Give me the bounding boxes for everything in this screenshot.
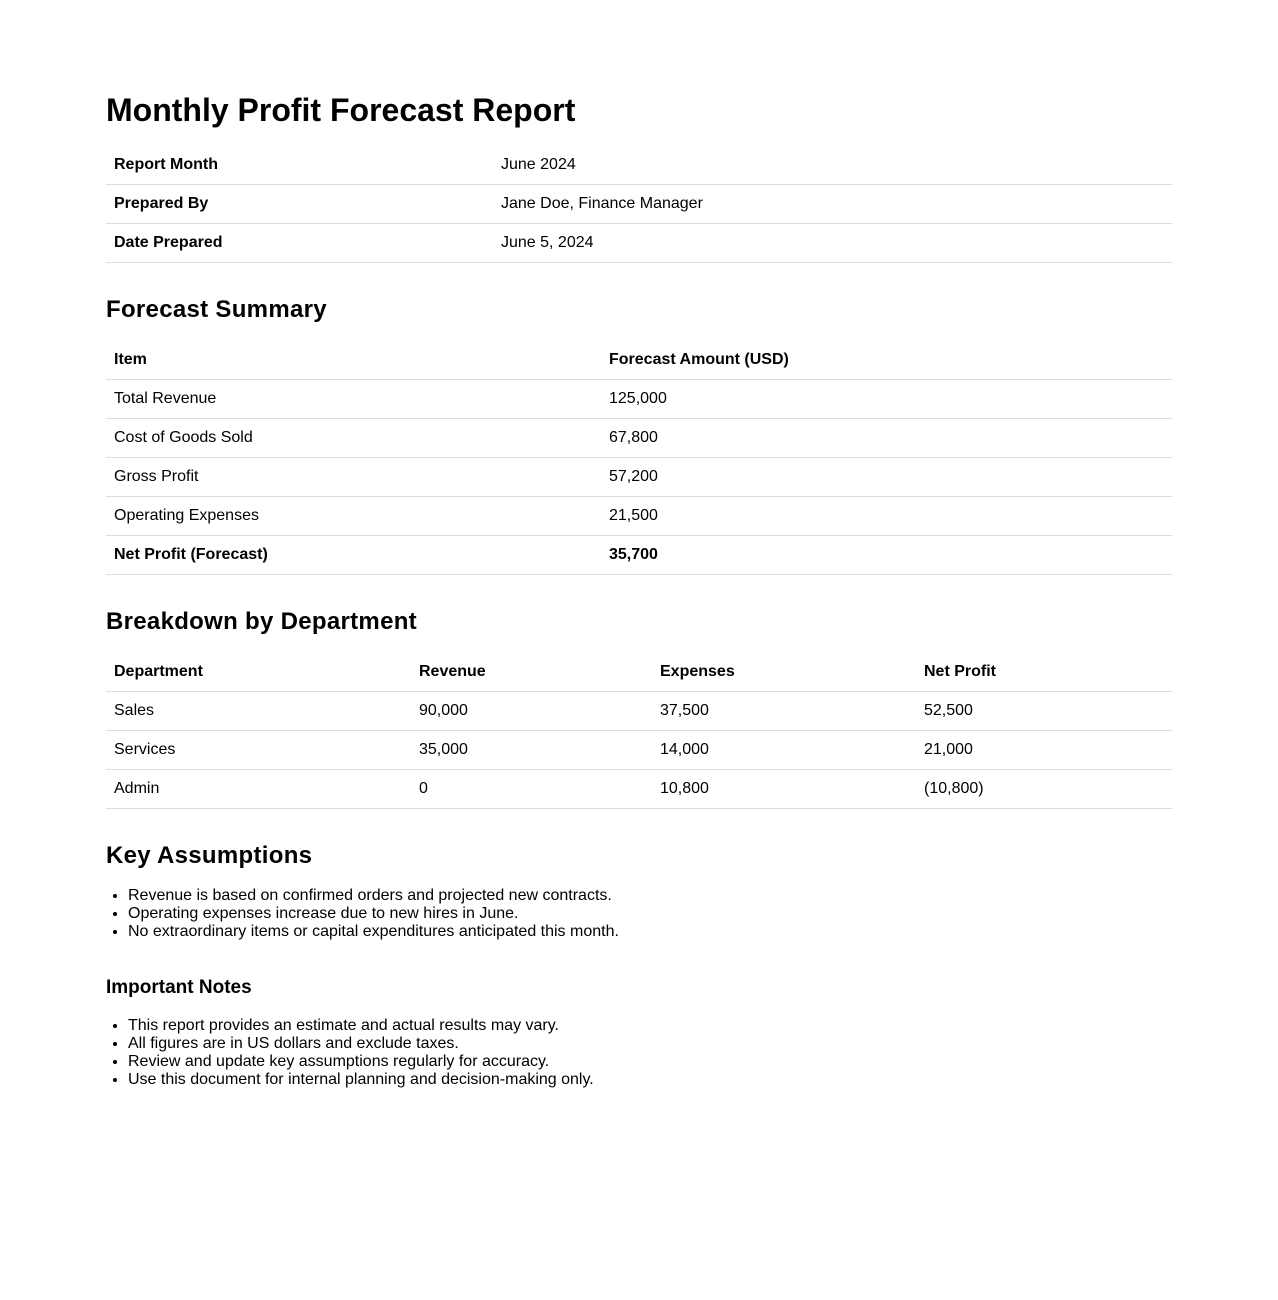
item-cell: Net Profit (Forecast) [106,536,601,575]
list-item: • All figures are in US dollars and exclude taxes. [128,1035,594,1053]
amount-cell: 21,500 [601,497,1172,536]
page-title: Monthly Profit Forecast Report [106,92,576,128]
meta-row-report-month [106,146,1172,185]
net-profit-cell: 52,500 [916,692,1172,731]
expenses-cell: 37,500 [652,692,916,731]
item-cell: Total Revenue [106,380,601,419]
meta-label: Prepared By [106,185,493,224]
meta-value: June 5, 2024 [493,224,1172,263]
forecast-summary-table [106,341,1172,575]
table-row [106,770,1172,809]
net-profit-cell: (10,800) [916,770,1172,809]
expenses-cell: 14,000 [652,731,916,770]
department-breakdown-heading: Breakdown by Department [106,608,417,635]
column-header-forecast-amount: Forecast Amount (USD) [601,341,1172,380]
important-notes-heading: Important Notes [106,977,252,998]
table-row [106,731,1172,770]
item-cell: Cost of Goods Sold [106,419,601,458]
list-item: • No extraordinary items or capital expenditures anticipated this month. [128,923,619,941]
column-header-department: Department [106,653,411,692]
meta-label: Report Month [106,146,493,185]
amount-cell: 35,700 [601,536,1172,575]
department-cell: Services [106,731,411,770]
list-item: • Operating expenses increase due to new hires in June. [128,905,619,923]
department-breakdown-table [106,653,1172,809]
key-assumptions-heading: Key Assumptions [106,842,313,869]
expenses-cell: 10,800 [652,770,916,809]
table-row [106,692,1172,731]
revenue-cell: 35,000 [411,731,652,770]
meta-value: June 2024 [493,146,1172,185]
column-header-revenue: Revenue [411,653,652,692]
table-row [106,380,1172,419]
key-assumptions-list [106,887,619,941]
column-header-expenses: Expenses [652,653,916,692]
table-row [106,419,1172,458]
forecast-summary-heading: Forecast Summary [106,296,327,323]
table-header-row [106,341,1172,380]
important-notes-list [106,1017,594,1089]
amount-cell: 67,800 [601,419,1172,458]
amount-cell: 57,200 [601,458,1172,497]
list-item: • Revenue is based on confirmed orders and projected new contracts. [128,887,619,905]
department-cell: Admin [106,770,411,809]
net-profit-row [106,536,1172,575]
meta-value: Jane Doe, Finance Manager [493,185,1172,224]
list-item: • This report provides an estimate and actual results may vary. [128,1017,594,1035]
net-profit-cell: 21,000 [916,731,1172,770]
amount-cell: 125,000 [601,380,1172,419]
meta-row-prepared-by [106,185,1172,224]
table-row [106,497,1172,536]
list-item: • Review and update key assumptions regularly for accuracy. [128,1053,594,1071]
column-header-net-profit: Net Profit [916,653,1172,692]
column-header-item: Item [106,341,601,380]
table-row [106,458,1172,497]
item-cell: Gross Profit [106,458,601,497]
department-cell: Sales [106,692,411,731]
table-header-row [106,653,1172,692]
revenue-cell: 0 [411,770,652,809]
list-item: • Use this document for internal planning and decision-making only. [128,1071,594,1089]
meta-label: Date Prepared [106,224,493,263]
meta-row-date-prepared [106,224,1172,263]
revenue-cell: 90,000 [411,692,652,731]
item-cell: Operating Expenses [106,497,601,536]
report-meta-table [106,146,1172,263]
